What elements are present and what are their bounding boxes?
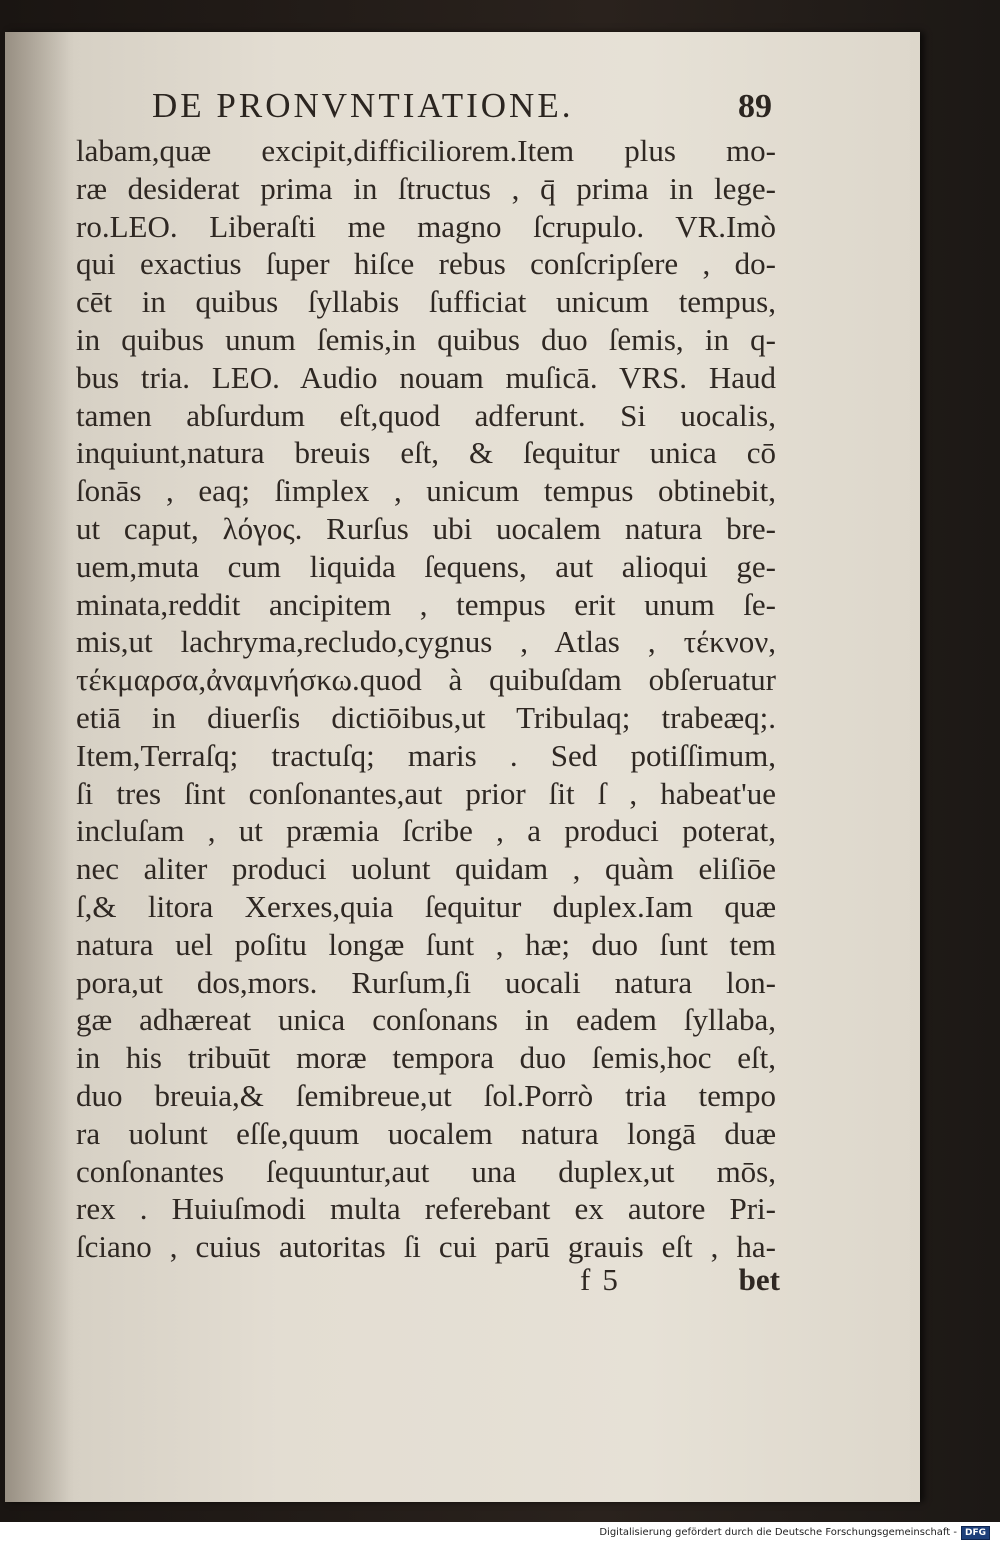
text-line: uem,muta cum liquida ſequens, aut alioqui ge-	[76, 548, 776, 584]
text-line: duo breuia,& ſemibreue,ut ſol.Porrò tria tempo	[76, 1077, 776, 1113]
text-line: inquiunt,natura breuis eſt, & ſequitur unica cō	[76, 435, 776, 471]
gutter-shadow	[5, 32, 75, 1502]
digitization-footer	[0, 1522, 1000, 1543]
text-line: ſi tres ſint conſonantes,aut prior ſit ſ , habeat'ue	[76, 775, 776, 811]
text-line: labam,quæ excipit,difficiliorem.Item plus mo-	[76, 133, 776, 168]
text-line: incluſam , ut præmia ſcribe , a produci poterat,	[76, 813, 776, 849]
text-line: in his tribuūt moræ tempora duo ſemis,hoc eſt,	[76, 1040, 776, 1076]
running-title: DE PRONVNTIATIONE.	[152, 86, 574, 125]
signature-number: 5	[602, 1262, 618, 1297]
text-line: ut caput, λόγος. Rurſus ubi uocalem natura bre-	[76, 510, 776, 546]
text-line: nec aliter produci uolunt quidam , quàm eliſiōe	[76, 851, 776, 887]
funding-credit: Digitalisierung gefördert durch die Deutsche Forschungsgemeinschaft -	[599, 1527, 957, 1538]
text-line: minata,reddit ancipitem , tempus erit unum ſe-	[76, 586, 776, 622]
text-line: ra uolunt eſſe,quum uocalem natura longā duæ	[76, 1115, 776, 1151]
text-line: tamen abſurdum eſt,quod adferunt. Si uocalis,	[76, 397, 776, 433]
text-line: bus tria. LEO. Audio nouam muſicā. VRS. Haud	[76, 359, 776, 395]
running-head	[152, 86, 772, 126]
text-line: τέκμαρσα,ἀναμνήσκω.quod à quibuſdam obſeruatur	[76, 662, 776, 698]
text-line: etiā in diuerſis dictiōibus,ut Tribulaq; trabeæq;.	[76, 699, 776, 735]
text-line: conſonantes ſequuntur,aut una duplex,ut mōs,	[76, 1153, 776, 1189]
text-line: gæ adhæreat unica conſonans in eadem ſyllaba,	[76, 1002, 776, 1038]
text-line: rex . Huiuſmodi multa referebant ex autore Pri-	[76, 1191, 776, 1227]
text-block	[76, 132, 776, 1266]
text-line: ræ desiderat prima in ſtructus , q̄ prima in lege-	[76, 170, 776, 206]
text-line: qui exactius ſuper hiſce rebus conſcripſere , do-	[76, 246, 776, 282]
catchword: bet	[738, 1262, 780, 1297]
signature-line	[580, 1262, 780, 1298]
text-line: in quibus unum ſemis,in quibus duo ſemis, in q-	[76, 321, 776, 357]
text-line: pora,ut dos,mors. Rurſum,ſi uocali natura lon-	[76, 964, 776, 1000]
text-line: Item,Terraſq; tractuſq; maris . Sed potiſſimum,	[76, 737, 776, 773]
text-line: natura uel poſitu longæ ſunt , hæ; duo ſunt tem	[76, 926, 776, 962]
signature-mark: f	[580, 1262, 591, 1297]
text-line: ſ,& litora Xerxes,quia ſequitur duplex.Iam quæ	[76, 888, 776, 924]
text-line: mis,ut lachryma,recludo,cygnus , Atlas , τέκνον,	[76, 624, 776, 660]
text-line: ſonās , eaq; ſimplex , unicum tempus obtinebit,	[76, 473, 776, 509]
text-line: ſciano , cuius autoritas ſi cui parū grauis eſt , ha-	[76, 1229, 776, 1265]
text-line: ro.LEO. Liberaſti me magno ſcrupulo. VR.Imò	[76, 208, 776, 244]
page-number: 89	[738, 88, 772, 125]
text-line: cēt in quibus ſyllabis ſufficiat unicum tempus,	[76, 284, 776, 320]
dfg-logo-icon: DFG	[961, 1526, 990, 1540]
